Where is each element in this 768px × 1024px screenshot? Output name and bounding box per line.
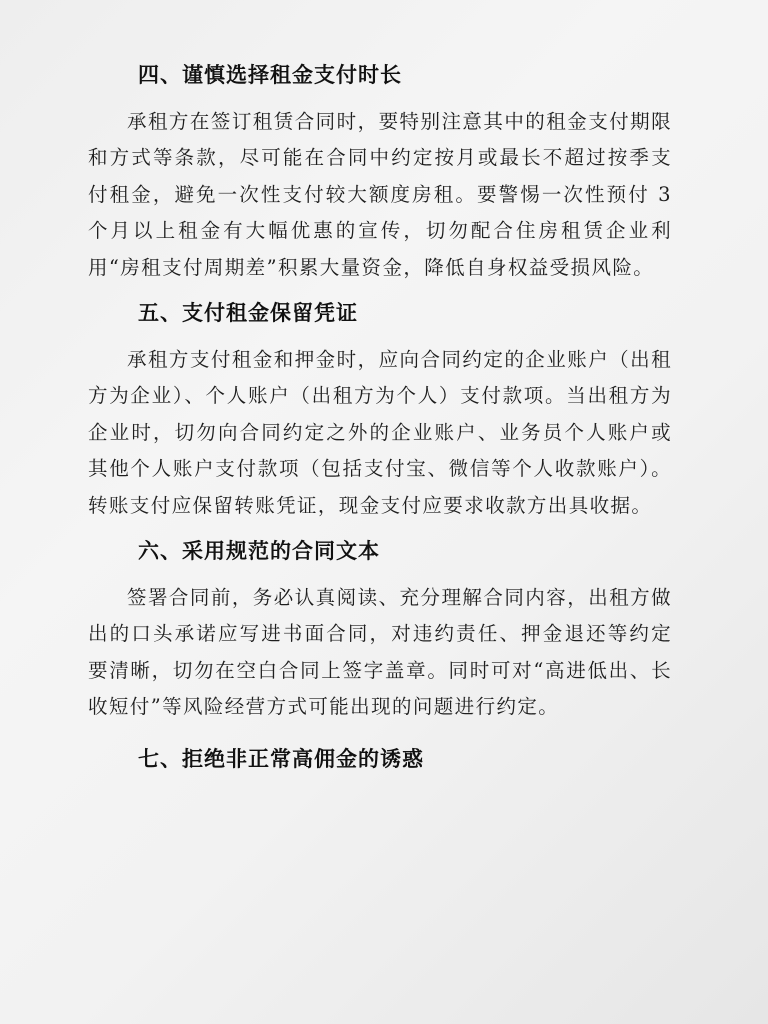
- section-heading-4: 四、谨慎选择租金支付时长: [138, 63, 402, 87]
- document-content: [88, 52, 672, 774]
- section-heading-7: 七、拒绝非正常高佣金的诱惑: [138, 746, 424, 771]
- section-body-5: 承租方支付租金和押金时，应向合同约定的企业账户（出租方为企业）、个人账户（出租方为个人）支付款项。当出租方为企业时，切勿向合同约定之外的企业账户、业务员个人账户或其他个人账户支付款项（包括支付宝、微信等个人收款账户）。转账支付应保留转账凭证，现金支付应要求收款方出具收据。: [88, 348, 672, 517]
- section-heading-5: 五、支付租金保留凭证: [138, 301, 358, 326]
- section-body-4: 承租方在签订租赁合同时，要特别注意其中的租金支付期限和方式等条款，尽可能在合同中约定按月或最长不超过按季支付租金，避免一次性支付较大额度房租。要警惕一次性预付 3 个月以上租金有大幅优惠的宣传，切勿配合住房租赁企业利用“房租支付周期差”积累大量资金，降低自身权益受损风险。: [88, 110, 672, 279]
- section-body-6: 签署合同前，务必认真阅读、充分理解合同内容，出租方做出的口头承诺应写进书面合同，对违约责任、押金退还等约定要清晰，切勿在空白合同上签字盖章。同时可对“高进低出、长收短付”等风险经营方式可能出现的问题进行约定。: [88, 586, 672, 719]
- section-heading-6: 六、采用规范的合同文本: [138, 539, 380, 564]
